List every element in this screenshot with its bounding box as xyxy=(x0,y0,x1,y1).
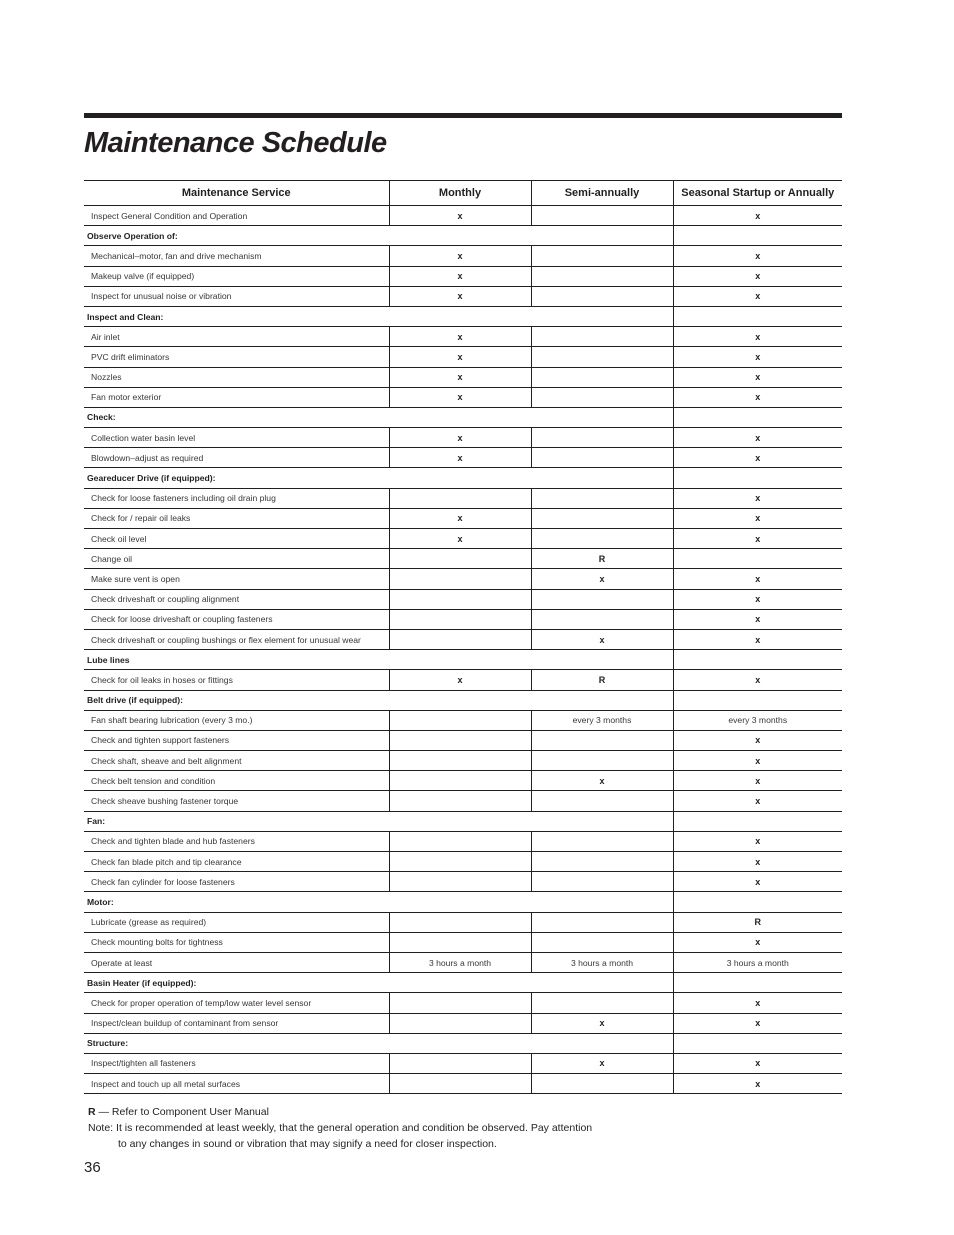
section-empty-cell xyxy=(673,407,842,427)
semi-annual-cell xyxy=(531,367,673,387)
annual-cell: 3 hours a month xyxy=(673,952,842,972)
service-cell: Check mounting bolts for tightness xyxy=(84,932,389,952)
service-cell: Collection water basin level xyxy=(84,428,389,448)
table-row xyxy=(84,266,842,286)
annual-cell: x xyxy=(673,872,842,892)
annual-cell: x xyxy=(673,508,842,528)
section-empty-cell xyxy=(673,811,842,831)
service-cell: Check and tighten support fasteners xyxy=(84,730,389,750)
section-label: Belt drive (if equipped): xyxy=(84,690,673,710)
service-cell: Check fan blade pitch and tip clearance xyxy=(84,852,389,872)
section-row xyxy=(84,407,842,427)
monthly-cell xyxy=(389,569,531,589)
table-row xyxy=(84,589,842,609)
table-row xyxy=(84,488,842,508)
semi-annual-cell xyxy=(531,852,673,872)
annual-cell: x xyxy=(673,670,842,690)
table-row xyxy=(84,852,842,872)
semi-annual-cell xyxy=(531,266,673,286)
section-row xyxy=(84,1033,842,1053)
monthly-cell xyxy=(389,791,531,811)
monthly-cell xyxy=(389,730,531,750)
service-cell: Mechanical–motor, fan and drive mechanism xyxy=(84,246,389,266)
annual-cell: x xyxy=(673,286,842,306)
semi-annual-cell xyxy=(531,589,673,609)
annual-cell: x xyxy=(673,206,842,226)
table-row xyxy=(84,629,842,649)
section-label: Motor: xyxy=(84,892,673,912)
service-cell: Fan motor exterior xyxy=(84,387,389,407)
semi-annual-cell xyxy=(531,1074,673,1094)
annual-cell: x xyxy=(673,609,842,629)
service-cell: Nozzles xyxy=(84,367,389,387)
table-row xyxy=(84,912,842,932)
semi-annual-cell: x xyxy=(531,569,673,589)
monthly-cell: x xyxy=(389,529,531,549)
annual-cell: x xyxy=(673,1053,842,1073)
table-row xyxy=(84,670,842,690)
section-empty-cell xyxy=(673,690,842,710)
service-cell: Inspect and touch up all metal surfaces xyxy=(84,1074,389,1094)
service-cell: Check for proper operation of temp/low water level sensor xyxy=(84,993,389,1013)
annual-cell: x xyxy=(673,428,842,448)
service-cell: Operate at least xyxy=(84,952,389,972)
service-cell: Check oil level xyxy=(84,529,389,549)
table-row xyxy=(84,751,842,771)
semi-annual-cell: R xyxy=(531,549,673,569)
monthly-cell: x xyxy=(389,327,531,347)
semi-annual-cell: x xyxy=(531,1013,673,1033)
table-row xyxy=(84,549,842,569)
table-row xyxy=(84,286,842,306)
service-cell: Inspect/tighten all fasteners xyxy=(84,1053,389,1073)
section-label: Inspect and Clean: xyxy=(84,306,673,326)
service-cell: Inspect General Condition and Operation xyxy=(84,206,389,226)
monthly-cell: x xyxy=(389,428,531,448)
legend-key: R xyxy=(88,1106,96,1118)
semi-annual-cell: x xyxy=(531,771,673,791)
monthly-cell xyxy=(389,488,531,508)
semi-annual-cell: x xyxy=(531,1053,673,1073)
service-cell: Check belt tension and condition xyxy=(84,771,389,791)
service-cell: Check sheave bushing fastener torque xyxy=(84,791,389,811)
monthly-cell: x xyxy=(389,670,531,690)
semi-annual-cell xyxy=(531,730,673,750)
monthly-cell xyxy=(389,932,531,952)
table-row xyxy=(84,952,842,972)
semi-annual-cell xyxy=(531,932,673,952)
section-row xyxy=(84,306,842,326)
page-title: Maintenance Schedule xyxy=(84,127,387,159)
table-row xyxy=(84,710,842,730)
table-row xyxy=(84,791,842,811)
table-row xyxy=(84,448,842,468)
service-cell: Check for loose fasteners including oil drain plug xyxy=(84,488,389,508)
top-rule xyxy=(84,113,842,118)
section-label: Structure: xyxy=(84,1033,673,1053)
monthly-cell: x xyxy=(389,367,531,387)
annual-cell: x xyxy=(673,569,842,589)
monthly-cell xyxy=(389,852,531,872)
service-cell: Check driveshaft or coupling alignment xyxy=(84,589,389,609)
semi-annual-cell xyxy=(531,872,673,892)
monthly-cell xyxy=(389,771,531,791)
table-row xyxy=(84,993,842,1013)
semi-annual-cell xyxy=(531,327,673,347)
table-row xyxy=(84,246,842,266)
monthly-cell: x xyxy=(389,286,531,306)
monthly-cell: x xyxy=(389,347,531,367)
annual-cell: x xyxy=(673,831,842,851)
annual-cell xyxy=(673,549,842,569)
table-row xyxy=(84,327,842,347)
annual-cell: x xyxy=(673,266,842,286)
semi-annual-cell xyxy=(531,347,673,367)
monthly-cell: x xyxy=(389,387,531,407)
monthly-cell xyxy=(389,993,531,1013)
annual-cell: x xyxy=(673,751,842,771)
monthly-cell xyxy=(389,1013,531,1033)
annual-cell: x xyxy=(673,347,842,367)
semi-annual-cell xyxy=(531,993,673,1013)
semi-annual-cell xyxy=(531,831,673,851)
annual-cell: x xyxy=(673,246,842,266)
table-row xyxy=(84,730,842,750)
annual-cell: x xyxy=(673,488,842,508)
service-cell: PVC drift eliminators xyxy=(84,347,389,367)
section-row xyxy=(84,650,842,670)
section-empty-cell xyxy=(673,650,842,670)
table-row xyxy=(84,367,842,387)
table-row xyxy=(84,831,842,851)
service-cell: Check for / repair oil leaks xyxy=(84,508,389,528)
annual-cell: x xyxy=(673,771,842,791)
monthly-cell xyxy=(389,912,531,932)
service-cell: Check driveshaft or coupling bushings or flex element for unusual wear xyxy=(84,629,389,649)
semi-annual-cell xyxy=(531,387,673,407)
service-cell: Inspect for unusual noise or vibration xyxy=(84,286,389,306)
service-cell: Fan shaft bearing lubrication (every 3 mo.) xyxy=(84,710,389,730)
table-row xyxy=(84,569,842,589)
monthly-cell: x xyxy=(389,246,531,266)
annual-cell: x xyxy=(673,1074,842,1094)
table-row xyxy=(84,347,842,367)
monthly-cell xyxy=(389,872,531,892)
annual-cell: x xyxy=(673,791,842,811)
legend-text: — Refer to Component User Manual xyxy=(95,1106,269,1118)
semi-annual-cell xyxy=(531,448,673,468)
maintenance-table xyxy=(84,180,842,1094)
semi-annual-cell xyxy=(531,286,673,306)
annual-cell: x xyxy=(673,932,842,952)
section-label: Check: xyxy=(84,407,673,427)
section-empty-cell xyxy=(673,306,842,326)
table-row xyxy=(84,872,842,892)
semi-annual-cell xyxy=(531,508,673,528)
monthly-cell: 3 hours a month xyxy=(389,952,531,972)
annual-cell: x xyxy=(673,629,842,649)
legend xyxy=(88,1104,592,1120)
annual-cell: x xyxy=(673,1013,842,1033)
header-annually: Seasonal Startup or Annually xyxy=(673,181,842,206)
monthly-cell xyxy=(389,609,531,629)
semi-annual-cell xyxy=(531,609,673,629)
table-body xyxy=(84,206,842,1094)
section-row xyxy=(84,973,842,993)
section-label: Lube lines xyxy=(84,650,673,670)
semi-annual-cell xyxy=(531,246,673,266)
annual-cell: R xyxy=(673,912,842,932)
service-cell: Inspect/clean buildup of contaminant from sensor xyxy=(84,1013,389,1033)
service-cell: Blowdown–adjust as required xyxy=(84,448,389,468)
annual-cell: x xyxy=(673,529,842,549)
table-row xyxy=(84,206,842,226)
section-row xyxy=(84,892,842,912)
annual-cell: x xyxy=(673,589,842,609)
section-label: Observe Operation of: xyxy=(84,226,673,246)
header-monthly: Monthly xyxy=(389,181,531,206)
section-row xyxy=(84,468,842,488)
header-semi-annually: Semi-annually xyxy=(531,181,673,206)
service-cell: Lubricate (grease as required) xyxy=(84,912,389,932)
note-label: Note: xyxy=(88,1122,114,1134)
monthly-cell xyxy=(389,1053,531,1073)
semi-annual-cell: 3 hours a month xyxy=(531,952,673,972)
service-cell: Check and tighten blade and hub fasteners xyxy=(84,831,389,851)
section-empty-cell xyxy=(673,1033,842,1053)
table-row xyxy=(84,508,842,528)
section-label: Fan: xyxy=(84,811,673,831)
table-row xyxy=(84,428,842,448)
table-row xyxy=(84,609,842,629)
semi-annual-cell xyxy=(531,912,673,932)
semi-annual-cell xyxy=(531,488,673,508)
annual-cell: x xyxy=(673,993,842,1013)
table-row xyxy=(84,387,842,407)
table-header-row xyxy=(84,181,842,206)
table-row xyxy=(84,771,842,791)
service-cell: Air inlet xyxy=(84,327,389,347)
annual-cell: x xyxy=(673,327,842,347)
table-row xyxy=(84,1074,842,1094)
monthly-cell xyxy=(389,549,531,569)
note-text-1: It is recommended at least weekly, that the general operation and condition be observed. Pay attention xyxy=(113,1122,593,1134)
table-row xyxy=(84,1053,842,1073)
page-number: 36 xyxy=(84,1159,101,1176)
service-cell: Check fan cylinder for loose fasteners xyxy=(84,872,389,892)
monthly-cell xyxy=(389,710,531,730)
monthly-cell xyxy=(389,751,531,771)
monthly-cell: x xyxy=(389,508,531,528)
notes xyxy=(88,1104,592,1152)
annual-cell: every 3 months xyxy=(673,710,842,730)
note-line-1 xyxy=(88,1120,592,1136)
semi-annual-cell xyxy=(531,206,673,226)
semi-annual-cell: x xyxy=(531,629,673,649)
monthly-cell: x xyxy=(389,448,531,468)
section-row xyxy=(84,811,842,831)
semi-annual-cell xyxy=(531,751,673,771)
section-row xyxy=(84,226,842,246)
monthly-cell: x xyxy=(389,206,531,226)
monthly-cell: x xyxy=(389,266,531,286)
service-cell: Check shaft, sheave and belt alignment xyxy=(84,751,389,771)
note-line-2: to any changes in sound or vibration that may signify a need for closer inspection. xyxy=(118,1138,497,1150)
section-label: Geareducer Drive (if equipped): xyxy=(84,468,673,488)
service-cell: Check for loose driveshaft or coupling fasteners xyxy=(84,609,389,629)
service-cell: Makeup valve (if equipped) xyxy=(84,266,389,286)
semi-annual-cell xyxy=(531,428,673,448)
header-service: Maintenance Service xyxy=(84,181,389,206)
monthly-cell xyxy=(389,831,531,851)
service-cell: Change oil xyxy=(84,549,389,569)
section-empty-cell xyxy=(673,226,842,246)
monthly-cell xyxy=(389,629,531,649)
semi-annual-cell xyxy=(531,529,673,549)
semi-annual-cell: every 3 months xyxy=(531,710,673,730)
semi-annual-cell: R xyxy=(531,670,673,690)
section-empty-cell xyxy=(673,973,842,993)
monthly-cell xyxy=(389,1074,531,1094)
monthly-cell xyxy=(389,589,531,609)
annual-cell: x xyxy=(673,852,842,872)
annual-cell: x xyxy=(673,448,842,468)
section-empty-cell xyxy=(673,892,842,912)
annual-cell: x xyxy=(673,367,842,387)
table-row xyxy=(84,1013,842,1033)
table-row xyxy=(84,529,842,549)
service-cell: Check for oil leaks in hoses or fittings xyxy=(84,670,389,690)
service-cell: Make sure vent is open xyxy=(84,569,389,589)
semi-annual-cell xyxy=(531,791,673,811)
table-row xyxy=(84,932,842,952)
section-label: Basin Heater (if equipped): xyxy=(84,973,673,993)
annual-cell: x xyxy=(673,730,842,750)
annual-cell: x xyxy=(673,387,842,407)
section-row xyxy=(84,690,842,710)
section-empty-cell xyxy=(673,468,842,488)
